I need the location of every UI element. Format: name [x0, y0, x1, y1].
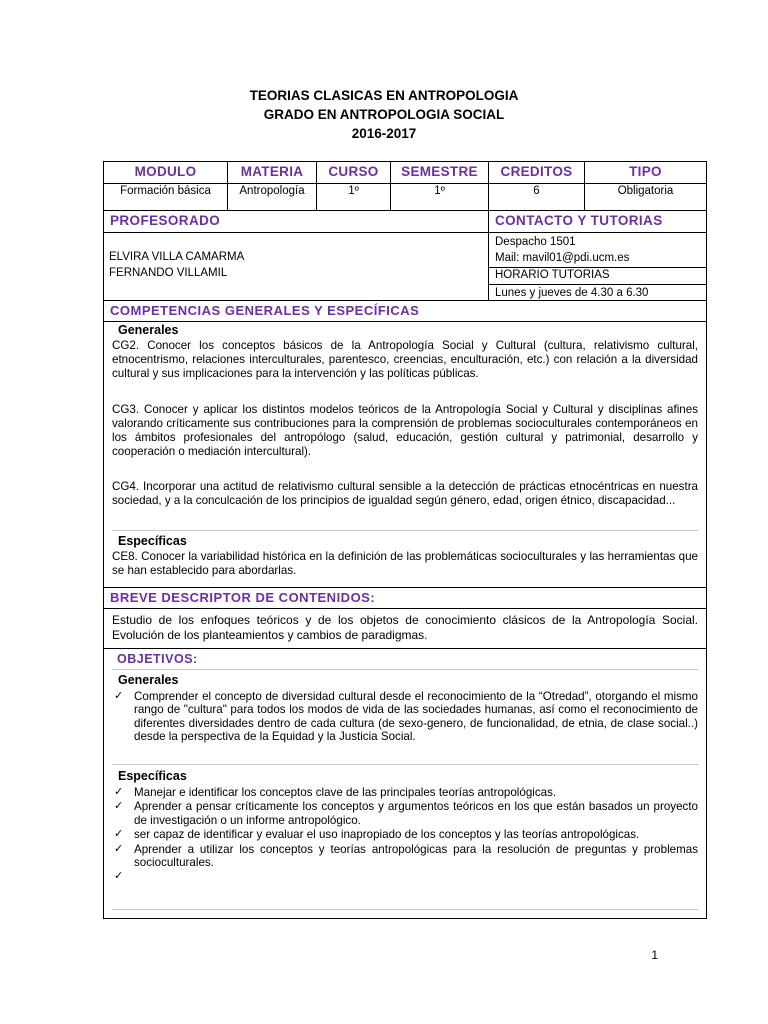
competencia-cg4: CG4. Incorporar una actitud de relativismo cultural sensible a la detección de prácticas etnocéntricas en nuestra sociedad, y a la conculcación de los principios de igualdad según género, edad, origen étnico, discapacidad... [112, 480, 698, 507]
profesor-name: FERNANDO VILLAMIL [109, 267, 228, 279]
contacto-label: CONTACTO Y TUTORIAS [495, 213, 663, 228]
descriptor-text: Estudio de los enfoques teóricos y de los objetos de conocimiento clásicos de la Antropología Social. Evolución de los planteamientos y cambios de paradigmas. [112, 613, 698, 642]
page-number: 1 [651, 948, 658, 962]
competencia-cg3: CG3. Conocer y aplicar los distintos modelos teóricos de la Antropología Social y Cultural y disciplinas afines valorando críticamente sus contribuciones para la comprensión de problemas socioculturales contemporáneos en los ámbitos profesionales del antropólogo (salud, educación, gestión cultural y patrimonial, desarrollo y cooperación o mediación intercultural). [112, 403, 698, 458]
horario-text: Lunes y jueves de 4.30 a 6.30 [495, 287, 649, 299]
list-item [112, 870, 698, 884]
checkmark-icon: ✓ [114, 828, 124, 841]
competencias-label: COMPETENCIAS GENERALES Y ESPECÍFICAS [110, 303, 420, 318]
checkmark-icon: ✓ [114, 842, 124, 855]
objetivos-section [104, 649, 706, 918]
value-materia: Antropología [228, 184, 317, 210]
descriptor-header-row [104, 588, 706, 609]
staff-header-row [104, 211, 706, 233]
value-creditos: 6 [489, 184, 585, 210]
competencias-body [104, 322, 706, 588]
descriptor-body [104, 609, 706, 649]
competencias-generales-label: Generales [118, 323, 179, 337]
list-item: ✓ Manejar e identificar los conceptos clave de las principales teorías antropológicas. [114, 786, 557, 799]
competencias-especificas-label: Específicas [118, 534, 187, 548]
checkmark-icon: ✓ [114, 870, 124, 883]
value-tipo: Obligatoria [617, 185, 674, 197]
header-tipo: TIPO [629, 164, 662, 179]
objetivos-especificas-list [112, 786, 698, 885]
competencias-header-row [104, 301, 706, 322]
document-title-block [0, 86, 768, 143]
list-item: ✓ Aprender a utilizar los conceptos y teorías antropológicas para la resolución de preguntas y problemas socioculturales. [114, 842, 698, 870]
objetivos-generales-label: Generales [118, 673, 179, 687]
checkmark-icon: ✓ [114, 786, 124, 798]
course-title: TEORIAS CLASICAS EN ANTROPOLOGIA [249, 88, 519, 103]
list-item: ✓ Aprender a pensar críticamente los conceptos y argumentos teóricos en los que están basados un proyecto de investigación o un informe antropológico. [114, 800, 698, 827]
checkmark-icon: ✓ [114, 690, 124, 702]
header-modulo: MODULO [104, 162, 228, 183]
objetivos-label: OBJETIVOS: [117, 652, 198, 666]
header-semestre: SEMESTRE [391, 162, 489, 183]
value-semestre: 1º [391, 184, 489, 210]
staff-body-row [104, 233, 706, 301]
competencia-ce8: CE8. Conocer la variabilidad histórica en la definición de las problemáticas socioculturales y las herramientas que se han establecido para abordarlas. [112, 550, 698, 577]
degree-title: GRADO EN ANTROPOLOGIA SOCIAL [263, 107, 505, 122]
course-table [103, 161, 707, 919]
value-modulo: Formación básica [104, 184, 228, 210]
objetivos-generales-list [112, 690, 698, 745]
checkmark-icon: ✓ [114, 800, 124, 813]
value-curso: 1º [317, 184, 391, 210]
table-header-row [104, 162, 706, 184]
despacho: Despacho 1501 [495, 236, 576, 248]
objetivos-especificas-label: Específicas [118, 769, 187, 783]
header-curso: CURSO [317, 162, 391, 183]
header-creditos: CREDITOS [489, 162, 585, 183]
competencia-cg2: CG2. Conocer los conceptos básicos de la Antropología Social y Cultural (cultura, relativismo cultural, etnocentrismo, relaciones interculturales, parentesco, creencias, enculturación, etc.) con relación a la diversidad cultural y sus implicaciones para la intervención y las políticas públicas. [112, 339, 698, 380]
list-item: ✓ ser capaz de identificar y evaluar el uso inapropiado de los conceptos y las teorías antropológicas. [114, 828, 640, 842]
profesorado-label: PROFESORADO [110, 213, 221, 228]
profesor-name: ELVIRA VILLA CAMARMA [109, 251, 245, 263]
table-values-row [104, 184, 706, 211]
list-item: ✓ Comprender el concepto de diversidad cultural desde el reconocimiento de la “Otredad”, otorgando el mismo rango de "cultura" para todos los modos de vida de las sociedades humanas, así como el reconocimiento de diferentes diversidades dentro de cada cultura (de sexo-genero, de funcionalidad, de etnia, de clase social..) desde la perspectiva de la Equidad y la Justicia Social. [114, 690, 698, 744]
contact-email: Mail: mavil01@pdi.ucm.es [495, 252, 630, 264]
descriptor-label: BREVE DESCRIPTOR DE CONTENIDOS: [110, 590, 376, 605]
horario-label: HORARIO TUTORIAS [495, 269, 610, 281]
academic-year: 2016-2017 [351, 126, 417, 141]
header-materia: MATERIA [228, 162, 317, 183]
